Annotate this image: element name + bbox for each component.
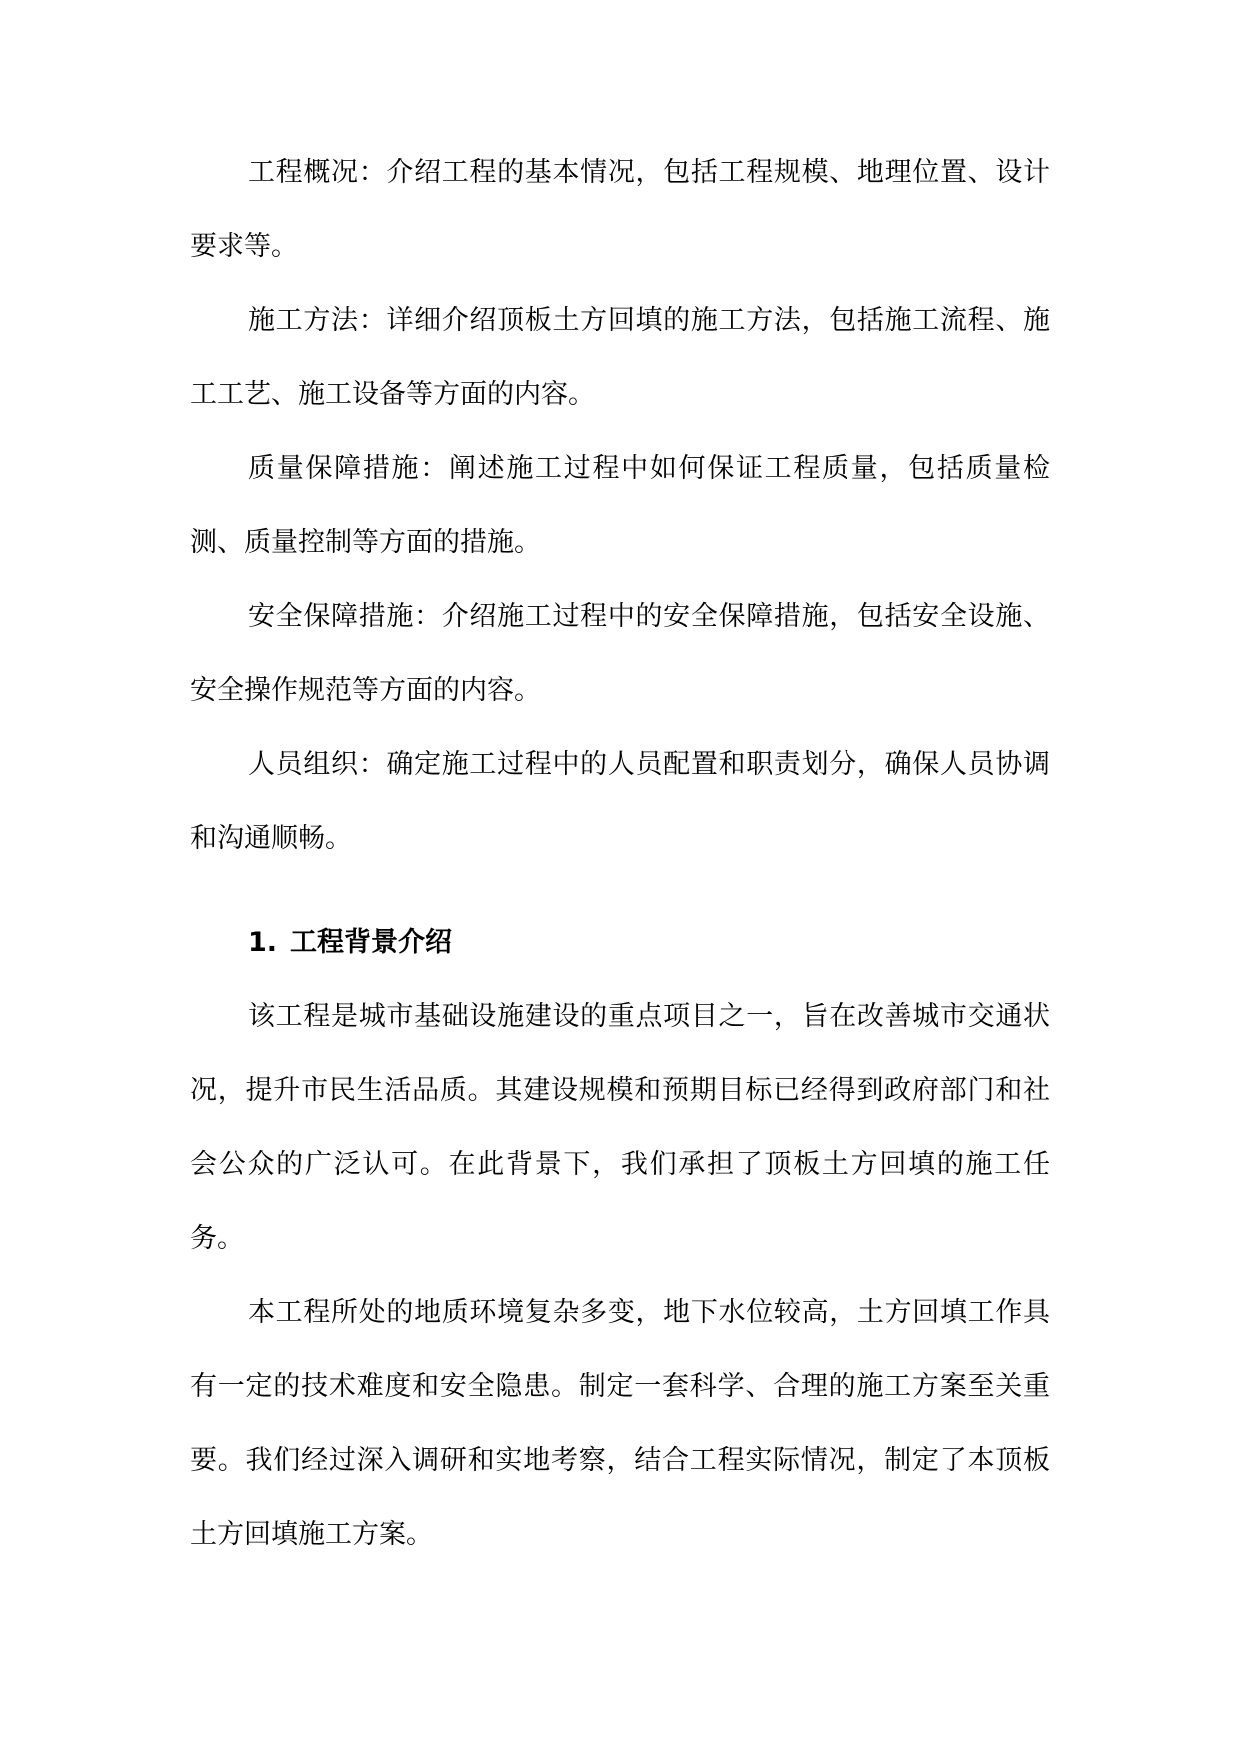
paragraph-personnel-organization: 人员组织：确定施工过程中的人员配置和职责划分，确保人员协调和沟通顺畅。	[190, 749, 1050, 854]
paragraph-background: 该工程是城市基础设施建设的重点项目之一，旨在改善城市交通状况，提升市民生活品质。其建设规模和预期目标已经得到政府部门和社会公众的广泛认可。在此背景下，我们承担了顶板土方回填的施工任务。	[190, 1001, 1050, 1254]
paragraph-quality-measures: 质量保障措施：阐述施工过程中如何保证工程质量，包括质量检测、质量控制等方面的措施。	[190, 453, 1050, 558]
section-title: 工程背景介绍	[290, 927, 452, 958]
paragraph-geology: 本工程所处的地质环境复杂多变，地下水位较高，土方回填工作具有一定的技术难度和安全隐患。制定一套科学、合理的施工方案至关重要。我们经过深入调研和实地考察，结合工程实际情况，制定了本顶板土方回填施工方案。	[190, 1297, 1050, 1550]
paragraph-construction-method: 施工方法：详细介绍顶板土方回填的施工方法，包括施工流程、施工工艺、施工设备等方面的内容。	[190, 305, 1050, 410]
paragraph-safety-measures: 安全保障措施：介绍施工过程中的安全保障措施，包括安全设施、安全操作规范等方面的内容。	[190, 601, 1050, 706]
section-number: 1.	[248, 927, 278, 958]
paragraph-overview: 工程概况：介绍工程的基本情况，包括工程规模、地理位置、设计要求等。	[190, 157, 1050, 262]
document-body	[190, 136, 1050, 1572]
section-heading	[190, 906, 1050, 980]
